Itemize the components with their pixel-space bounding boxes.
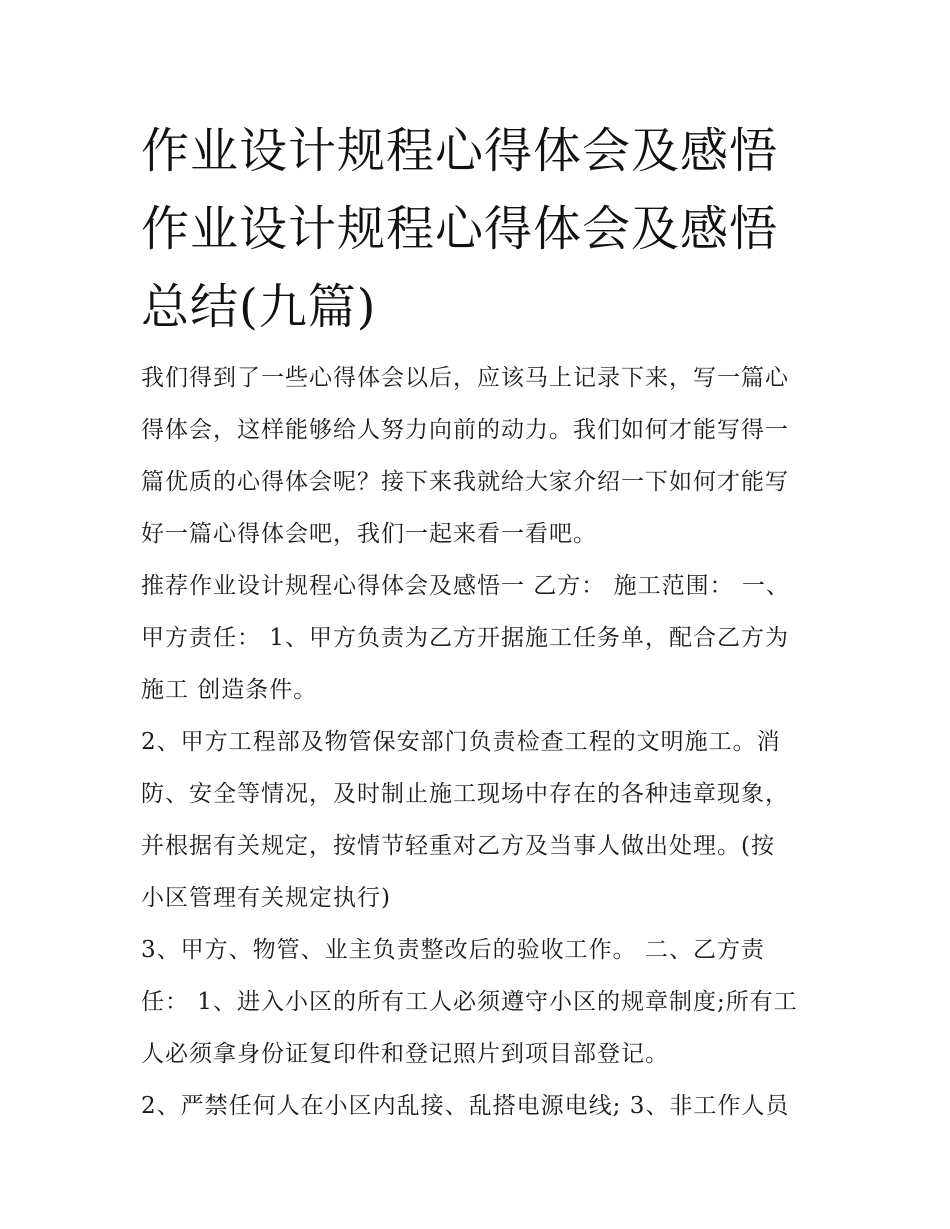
paragraph-item-4	[141, 1080, 821, 1132]
title-line: 总结(九篇)	[141, 279, 377, 335]
paragraph-item-2	[141, 716, 821, 924]
paragraph-intro	[141, 352, 821, 560]
text-line: 得体会，这样能够给人努力向前的动力。我们如何才能写得一	[141, 417, 789, 443]
title-line: 作业设计规程心得体会及感悟	[141, 201, 779, 257]
document-body	[141, 112, 821, 1132]
text-line: 2、甲方工程部及物管保安部门负责检查工程的文明施工。消	[141, 729, 781, 755]
text-line: 任： 1、进入小区的所有工人必须遵守小区的规章制度;所有工	[141, 989, 798, 1015]
text-line: 防、安全等情况，及时制止施工现场中存在的各种违章现象，	[141, 781, 789, 807]
text-line: 好一篇心得体会吧，我们一起来看一看吧。	[141, 521, 597, 547]
text-line: 并根据有关规定，按情节轻重对乙方及当事人做出处理。(按	[141, 833, 775, 859]
text-line: 2、严禁任何人在小区内乱接、乱搭电源电线; 3、非工作人员	[141, 1093, 790, 1119]
document-title	[141, 112, 821, 346]
text-line: 我们得到了一些心得体会以后，应该马上记录下来，写一篇心	[141, 365, 789, 391]
text-line: 人必须拿身份证复印件和登记照片到项目部登记。	[141, 1041, 669, 1067]
text-line: 3、甲方、物管、业主负责整改后的验收工作。 二、乙方责	[141, 937, 765, 963]
text-line: 甲方责任： 1、甲方负责为乙方开据施工任务单，配合乙方为	[141, 625, 789, 651]
paragraph-item-3	[141, 924, 821, 1080]
text-line: 施工 创造条件。	[141, 677, 318, 703]
paragraph-section-one	[141, 560, 821, 716]
text-line: 篇优质的心得体会呢？接下来我就给大家介绍一下如何才能写	[141, 469, 789, 495]
text-line: 推荐作业设计规程心得体会及感悟一 乙方： 施工范围： 一、	[141, 573, 790, 599]
title-line: 作业设计规程心得体会及感悟	[141, 123, 779, 179]
text-line: 小区管理有关规定执行)	[141, 885, 391, 911]
